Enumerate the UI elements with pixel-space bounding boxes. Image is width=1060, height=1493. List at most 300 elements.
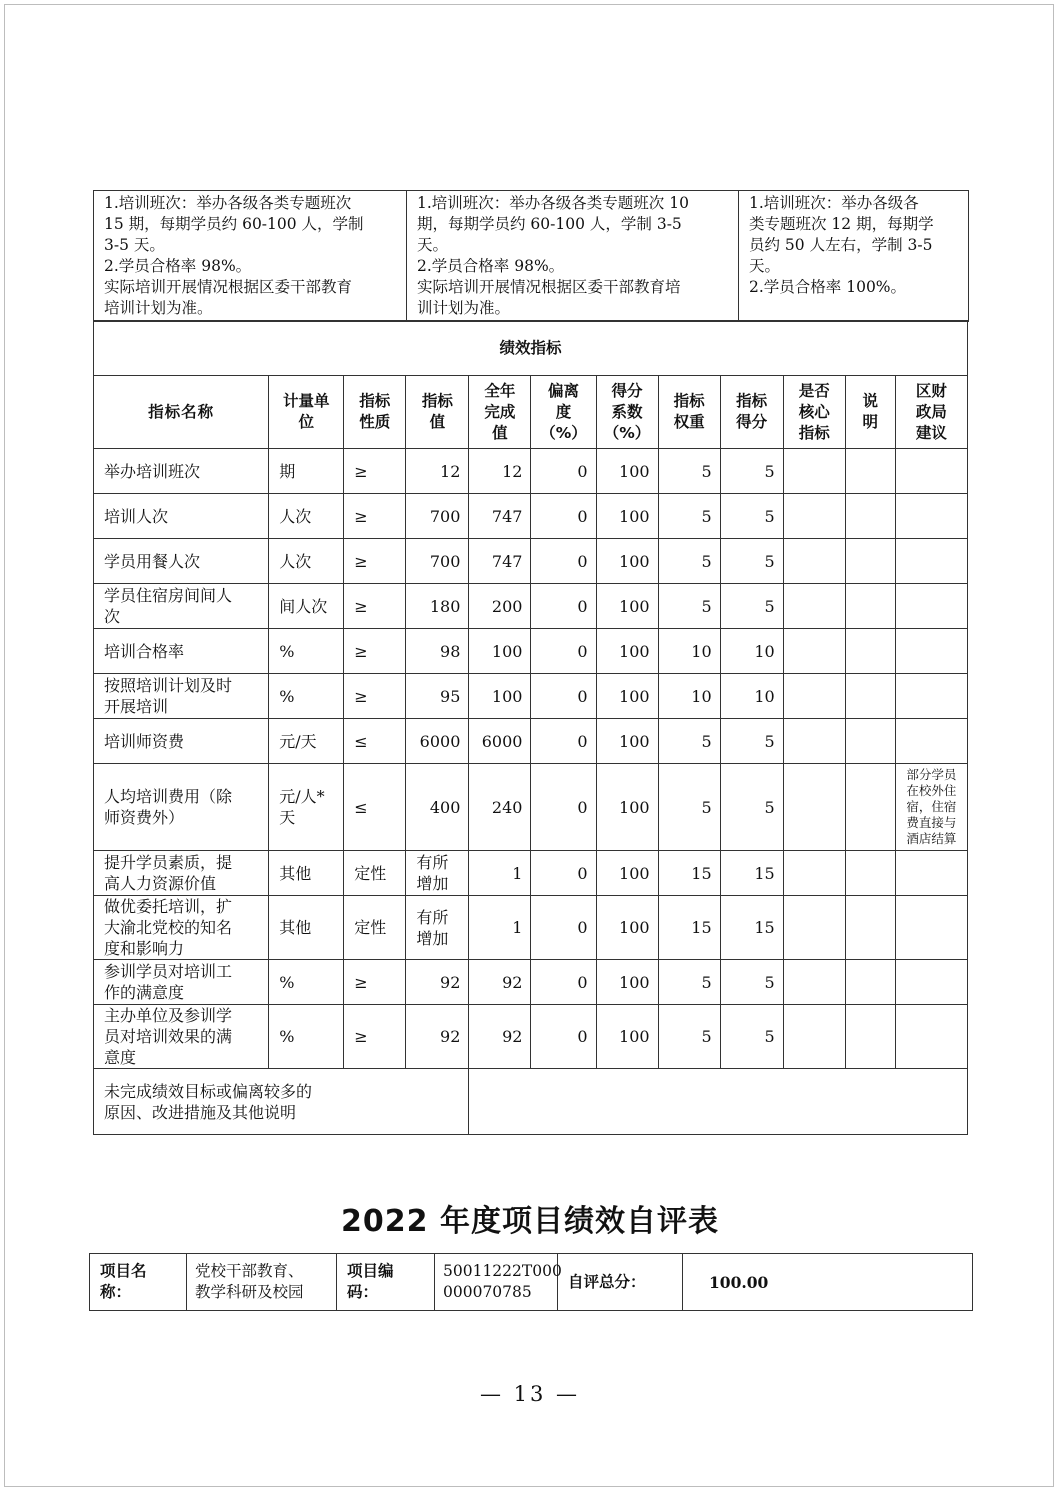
header-row [94,376,968,449]
core-indicator-cell [783,851,845,896]
score-cell: 5 [720,960,783,1005]
core-indicator-cell [783,539,845,584]
indicator-row [94,896,968,960]
deviation-cell: 0 [531,584,596,629]
score-cell: 5 [720,1005,783,1069]
target-value-cell [406,629,469,674]
text-line: 12 [440,461,461,481]
deviation-header [531,376,596,449]
text-line: 开展培训 [104,697,169,716]
text-line: 人均培训费用（除 [104,787,233,806]
project-name-label [90,1254,187,1311]
deviation-cell: 0 [531,449,596,494]
score-coef-cell: 100 [596,629,658,674]
note-cell [845,449,895,494]
nature-cell [344,896,406,960]
finance-suggestion-cell [895,764,967,851]
indicator-name [94,896,269,960]
text-line: 建议 [915,423,947,442]
text-line: （%） [540,423,587,442]
unit-cell [269,960,344,1005]
weight-cell: 5 [658,584,720,629]
indicator-name [94,719,269,764]
deviation-cell: 0 [531,719,596,764]
text-line: 系数 [611,402,643,421]
text-line: 指标 [673,392,705,410]
unfinished-row [94,1069,968,1135]
deviation-cell: 0 [531,764,596,851]
indicator-row [94,674,968,719]
note-cell [845,764,895,851]
text-line: 作的满意度 [104,983,185,1002]
deviation-cell: 0 [531,851,596,896]
summary-row [90,1254,973,1311]
text-line: 1.培训班次：举办各级各 [749,194,919,212]
unit-cell [269,584,344,629]
score-coef-cell: 100 [596,674,658,719]
target-value-cell [406,674,469,719]
text-line: 得分 [736,413,768,431]
indicator-row [94,539,968,584]
score-cell: 5 [720,764,783,851]
project-code-value [435,1254,562,1311]
text-line: 人次 [279,506,312,526]
weight-cell: 5 [658,719,720,764]
target-value-cell [406,584,469,629]
indicator-row [94,629,968,674]
indicator-name [94,494,269,539]
unit-cell [269,851,344,896]
text-line: 员对培训效果的满 [104,1027,233,1046]
text-line: 700 [429,551,461,571]
indicator-name [94,584,269,629]
weight-cell: 5 [658,764,720,851]
core-indicator-cell [783,629,845,674]
actual-value-cell: 100 [469,674,531,719]
text-line: 是否 [798,381,830,400]
nature-cell [344,674,406,719]
text-line: 指标 [798,423,830,442]
text-line: 性质 [359,413,391,431]
text-line: 定性 [354,918,387,937]
text-line: ≥ [354,972,368,992]
text-line: 提升学员素质，提 [104,853,233,872]
nature-cell [344,764,406,851]
text-line: 2.学员合格率 100%。 [749,278,907,296]
weight-header [658,376,720,449]
score-coef-cell: 100 [596,1005,658,1069]
indicator-row [94,449,968,494]
total-score-value: 100.00 [683,1254,973,1311]
indicator-row [94,764,968,851]
indicators-table [93,320,968,1135]
finance-suggestion-cell [895,719,967,764]
score-coef-cell: 100 [596,764,658,851]
text-line: 未完成绩效目标或偏离较多的 [104,1081,313,1101]
target-value-cell [406,449,469,494]
indicator-name [94,449,269,494]
text-line: 称： [100,1283,132,1301]
weight-cell: 10 [658,674,720,719]
unit-cell [269,674,344,719]
project-name-value [187,1254,337,1311]
text-line: 师资费外） [104,808,185,827]
summary-table [89,1253,973,1311]
unit-cell [269,719,344,764]
text-line: 增加 [416,874,449,893]
score-cell: 15 [720,851,783,896]
text-line: 核心 [798,402,830,421]
weight-cell: 15 [658,896,720,960]
text-line: 1.培训班次：举办各级各类专题班次 [104,194,352,212]
score-coef-cell: 100 [596,494,658,539]
text-line: 有所 [416,853,449,872]
weight-cell: 5 [658,539,720,584]
text-line: 1.培训班次：举办各级各类专题班次 10 [417,194,689,212]
note-cell [845,719,895,764]
indicator-row [94,851,968,896]
core-indicator-cell [783,764,845,851]
indicator-name [94,1005,269,1069]
unit-cell [269,449,344,494]
target-cell-1 [94,191,407,322]
text-line: 培训人次 [104,506,169,526]
text-line: 意度 [104,1048,137,1067]
text-line: 15 期，每期学员约 60-100 人，学制 [104,215,364,233]
text-line: 值 [429,413,446,431]
text-line: 000070785 [443,1283,532,1301]
indicators-body [94,449,968,1069]
text-line: 定性 [354,863,387,883]
score-cell: 15 [720,896,783,960]
text-line: 92 [440,1027,461,1046]
text-line: 区财 [915,381,947,400]
text-line: 增加 [416,928,449,948]
note-cell [845,851,895,896]
text-line: 元/人* [279,787,325,806]
target-value-header [406,376,469,449]
core-indicator-cell [783,494,845,539]
score-cell: 5 [720,449,783,494]
weight-cell: 5 [658,494,720,539]
total-score-label: 自评总分： [558,1254,683,1311]
deviation-cell: 0 [531,629,596,674]
text-line: 次 [104,607,121,626]
text-line: 费直接与 [906,815,957,830]
text-line: 其他 [279,863,312,883]
actual-value-cell: 92 [469,960,531,1005]
score-cell: 5 [720,494,783,539]
finance-suggestion-cell [895,896,967,960]
unit-cell [269,494,344,539]
deviation-cell: 0 [531,896,596,960]
target-value-cell [406,896,469,960]
text-line: 酒店结算 [906,831,957,846]
weight-cell: 10 [658,629,720,674]
targets-row [94,191,969,322]
core-indicator-cell [783,960,845,1005]
note-cell [845,896,895,960]
unit-header [269,376,344,449]
unit-cell [269,896,344,960]
score-coef-cell: 100 [596,539,658,584]
text-line: 期 [279,461,296,481]
nature-cell [344,960,406,1005]
text-line: 700 [429,506,461,526]
score-cell: 10 [720,629,783,674]
indicator-name-header [94,376,269,449]
core-indicator-cell [783,449,845,494]
text-line: 度和影响力 [104,939,185,958]
text-line: 期，每期学员约 60-100 人，学制 3-5 [417,215,682,233]
text-line: 180 [429,596,461,616]
text-line: 50011222T000 [443,1262,562,1280]
target-cell-3 [739,191,969,322]
weight-cell: 15 [658,851,720,896]
text-line: 做优委托培训，扩 [104,897,233,916]
finance-suggestion-header [895,376,967,449]
text-line: 值 [492,423,508,442]
unfinished-value [469,1069,968,1135]
target-value-cell [406,764,469,851]
unit-cell [269,539,344,584]
text-line: 原因、改进措施及其他说明 [104,1102,297,1122]
text-line: 偏离 [547,381,579,400]
text-line: 98 [440,641,461,661]
text-line: 说 [862,392,879,410]
nature-header [344,376,406,449]
note-cell [845,584,895,629]
text-line: 2.学员合格率 98%。 [104,257,252,275]
text-line: 部分学员 [906,767,957,782]
finance-suggestion-cell [895,629,967,674]
document-title: 2022 年度项目绩效自评表 [341,1204,719,1239]
text-line: ≥ [354,641,368,661]
finance-suggestion-cell [895,539,967,584]
indicator-row [94,1005,968,1069]
indicator-name [94,674,269,719]
core-indicator-cell [783,584,845,629]
score-coef-cell: 100 [596,719,658,764]
deviation-cell: 0 [531,960,596,1005]
text-line: 6000 [419,731,461,751]
core-indicator-cell [783,719,845,764]
text-line: 党校干部教育、 [195,1262,304,1280]
finance-suggestion-cell [895,494,967,539]
text-line: % [279,686,295,706]
core-indicator-header [783,376,845,449]
core-indicator-cell [783,674,845,719]
score-coef-cell: 100 [596,960,658,1005]
text-line: 权重 [673,413,705,431]
text-line: （%） [603,423,651,442]
text-line: ≥ [354,686,368,706]
text-line: 参训学员对培训工 [104,962,233,981]
score-header [720,376,783,449]
indicator-row [94,494,968,539]
text-line: % [279,641,295,661]
text-line: ≥ [354,551,368,571]
note-cell [845,539,895,584]
score-coef-cell: 100 [596,851,658,896]
targets-table [93,190,969,322]
note-cell [845,960,895,1005]
text-line: 明 [862,413,879,431]
actual-value-cell: 1 [469,851,531,896]
weight-cell: 5 [658,960,720,1005]
core-indicator-cell [783,896,845,960]
text-line: % [279,972,295,992]
text-line: 主办单位及参训学 [104,1006,233,1025]
finance-suggestion-cell [895,960,967,1005]
score-cell: 5 [720,584,783,629]
text-line: ≥ [354,461,368,481]
text-line: 项目编 [347,1262,394,1280]
actual-value-cell: 200 [469,584,531,629]
nature-cell [344,719,406,764]
text-line: 人次 [279,551,312,571]
note-cell [845,674,895,719]
text-line: 在校外住 [906,783,957,798]
text-line: 3-5 天。 [104,236,165,254]
unit-cell [269,1005,344,1069]
score-coef-cell: 100 [596,896,658,960]
text-line: 按照培训计划及时 [104,676,233,695]
text-line: ≤ [354,731,368,751]
text-line: 400 [429,797,461,817]
text-line: 2.学员合格率 98%。 [417,257,565,275]
text-line: 有所 [416,907,449,927]
text-line: 培训师资费 [104,731,185,751]
text-line: 得分 [611,381,643,400]
text-line: 天 [279,808,296,827]
score-coef-cell: 100 [596,449,658,494]
nature-cell [344,449,406,494]
finance-suggestion-cell [895,674,967,719]
indicator-row [94,719,968,764]
text-line: ≥ [354,1027,368,1046]
target-cell-2 [407,191,739,322]
target-value-cell [406,494,469,539]
text-line: 政局 [915,402,947,421]
finance-suggestion-cell [895,584,967,629]
actual-value-cell: 100 [469,629,531,674]
text-line: 实际培训开展情况根据区委干部教育 [104,278,353,296]
indicator-name [94,851,269,896]
text-line: ≥ [354,596,368,616]
text-line: 员约 50 人左右，学制 3-5 [749,236,933,254]
page-number: — 13 — [479,1382,581,1406]
target-value-cell [406,719,469,764]
text-line: 宿，住宿 [906,799,957,814]
unit-cell [269,764,344,851]
text-line: 天。 [417,236,449,254]
nature-cell [344,539,406,584]
score-cell: 10 [720,674,783,719]
nature-cell [344,584,406,629]
score-cell: 5 [720,719,783,764]
deviation-cell: 0 [531,1005,596,1069]
project-code-label [337,1254,435,1311]
indicator-name [94,629,269,674]
text-line: % [279,1027,295,1046]
text-line: 其他 [279,918,312,937]
target-value-cell [406,851,469,896]
text-line: 位 [298,413,314,431]
score-cell: 5 [720,539,783,584]
deviation-cell: 0 [531,539,596,584]
indicator-row [94,960,968,1005]
score-coef-cell: 100 [596,584,658,629]
text-line: 类专题班次 12 期，每期学 [749,215,934,233]
section-title-row [94,321,968,376]
text-line: 码： [347,1283,379,1301]
text-line: 大渝北党校的知名 [104,918,233,937]
weight-cell: 5 [658,1005,720,1069]
text-line: 教学科研及校园 [195,1283,304,1301]
deviation-cell: 0 [531,674,596,719]
text-line: 指标 [359,392,391,410]
actual-value-cell: 92 [469,1005,531,1069]
text-line: 实际培训开展情况根据区委干部教育培 [417,278,681,296]
text-line: 元/天 [279,731,317,751]
text-line: 指标 [736,392,768,410]
text-line: 度 [555,402,572,421]
score-coef-header [596,376,658,449]
indicator-name [94,960,269,1005]
actual-value-cell: 1 [469,896,531,960]
note-cell [845,1005,895,1069]
text-line: 间人次 [279,596,328,616]
text-line: 训计划为准。 [417,299,511,317]
note-header [845,376,895,449]
section-title: 绩效指标 [94,321,968,376]
nature-cell [344,629,406,674]
indicator-name [94,539,269,584]
weight-cell: 5 [658,449,720,494]
target-value-cell [406,539,469,584]
actual-value-cell: 12 [469,449,531,494]
core-indicator-cell [783,1005,845,1069]
unfinished-label [94,1069,469,1135]
nature-cell [344,494,406,539]
text-line: 指标名称 [148,402,215,421]
text-line: 举办培训班次 [104,461,201,481]
text-line: 培训计划为准。 [104,299,213,317]
text-line: 指标 [421,392,453,410]
note-cell [845,629,895,674]
text-line: 高人力资源价值 [104,874,217,893]
finance-suggestion-cell [895,851,967,896]
indicator-row [94,584,968,629]
finance-suggestion-cell [895,449,967,494]
text-line: ≥ [354,506,368,526]
unit-cell [269,629,344,674]
actual-value-cell: 747 [469,539,531,584]
actual-value-cell: 747 [469,494,531,539]
text-line: 全年 [484,381,516,400]
deviation-cell: 0 [531,494,596,539]
text-line: 项目名 [100,1262,147,1280]
actual-value-cell: 6000 [469,719,531,764]
note-cell [845,494,895,539]
actual-value-cell: 240 [469,764,531,851]
text-line: 天。 [749,257,781,275]
nature-cell [344,1005,406,1069]
text-line: ≤ [354,797,368,817]
text-line: 培训合格率 [104,641,185,661]
text-line: 完成 [484,402,516,421]
